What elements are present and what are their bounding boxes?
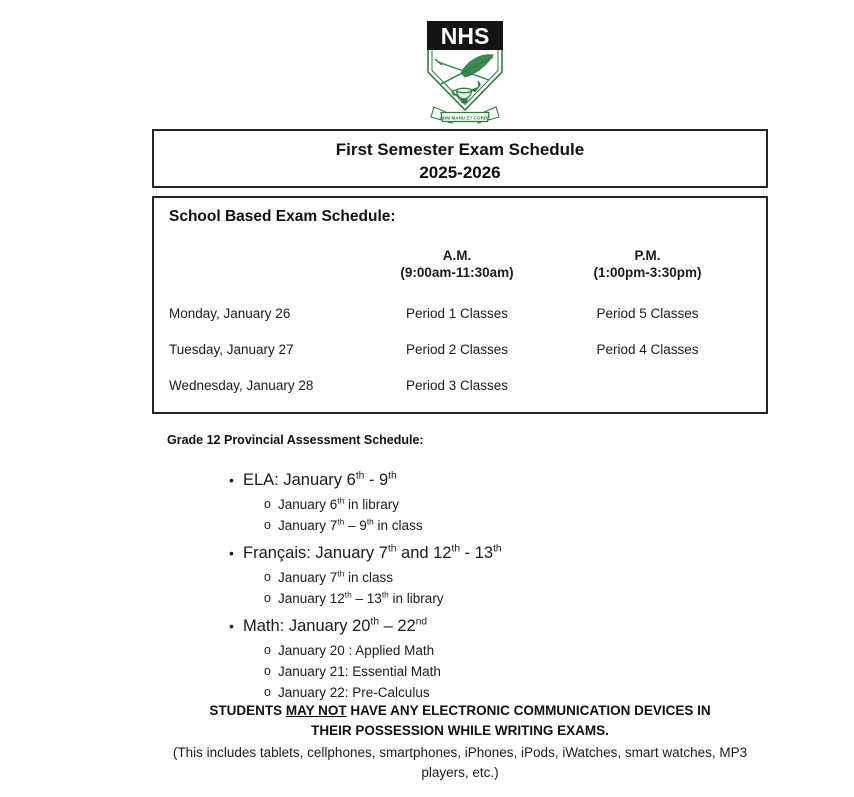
- sub-bullet-text: January 21: Essential Math: [278, 664, 441, 679]
- bullet-sub: [264, 494, 789, 515]
- sub-bullet-marker: o: [264, 643, 271, 657]
- warning-line-2: THEIR POSSESSION WHILE WRITING EXAMS.: [311, 723, 609, 738]
- bullet-marker: •: [229, 618, 234, 634]
- sub-bullet-marker: o: [264, 591, 271, 605]
- pm-label: P.M.: [634, 248, 661, 263]
- row-day: Wednesday, January 28: [169, 378, 314, 393]
- warning-line-1: STUDENTS MAY NOT HAVE ANY ELECTRONIC COMMUNICATION DEVICES IN: [209, 703, 711, 718]
- row-day: Monday, January 26: [169, 306, 291, 321]
- school-year: 2025-2026: [419, 163, 501, 182]
- bullet-sub: [264, 640, 789, 661]
- provincial-schedule-heading: Grade 12 Provincial Assessment Schedule:: [167, 433, 424, 447]
- bullet-text: Math: January 20th – 22nd: [243, 616, 428, 635]
- bullet-text: Français: January 7th and 12th - 13th: [243, 543, 502, 562]
- crest-initials: NHS: [440, 23, 490, 49]
- list-item-ela: [229, 467, 789, 536]
- sub-bullet-marker: o: [264, 570, 271, 584]
- bullet-text: ELA: January 6th - 9th: [243, 470, 397, 489]
- school-schedule-heading: School Based Exam Schedule:: [169, 208, 396, 225]
- table-row: [169, 305, 740, 322]
- school-crest-logo: [421, 20, 509, 124]
- table-row: [169, 377, 740, 394]
- crest-motto: CUM MANU ET CORDE: [439, 115, 491, 121]
- devices-warning: [60, 701, 854, 783]
- table-row: [169, 341, 740, 358]
- bullet-main: [229, 467, 789, 494]
- bullet-sub: [264, 515, 789, 536]
- list-item-math: [229, 613, 789, 703]
- bullet-sub: [264, 588, 789, 609]
- pm-time-range: (1:00pm-3:30pm): [593, 265, 702, 280]
- sub-bullet-text: January 7th in class: [278, 568, 394, 585]
- row-am-exam: Period 1 Classes: [405, 306, 509, 321]
- bullet-sub: [264, 567, 789, 588]
- sub-bullet-text: January 20 : Applied Math: [278, 643, 435, 658]
- row-pm-exam: [555, 377, 740, 394]
- warning-note: [60, 743, 854, 783]
- schedule-column-headers: [169, 247, 740, 281]
- document-title: First Semester Exam Schedule: [335, 140, 585, 159]
- row-pm-exam: Period 4 Classes: [596, 342, 699, 357]
- am-time-range: (9:00am-11:30am): [400, 265, 514, 280]
- am-column-header: [359, 247, 555, 281]
- sub-bullet-marker: o: [264, 518, 271, 532]
- bullet-marker: •: [229, 472, 234, 488]
- sub-bullet-marker: o: [264, 685, 271, 699]
- bullet-marker: •: [229, 545, 234, 561]
- bullet-sub: [264, 682, 789, 703]
- bullet-main: [229, 613, 789, 640]
- row-day: Tuesday, January 27: [169, 342, 294, 357]
- list-item-francais: [229, 540, 789, 609]
- sub-bullet-text: January 6th in library: [278, 495, 400, 512]
- warning-note-line-2: players, etc.): [421, 765, 499, 780]
- row-am-exam: Period 2 Classes: [405, 342, 509, 357]
- am-label: A.M.: [442, 248, 472, 263]
- bullet-main: [229, 540, 789, 567]
- sub-bullet-text: January 22: Pre-Calculus: [278, 685, 430, 700]
- sub-bullet-marker: o: [264, 664, 271, 678]
- row-pm-exam: Period 5 Classes: [596, 306, 699, 321]
- title-box: [152, 129, 768, 188]
- school-schedule-box: [152, 196, 768, 414]
- day-column-spacer: [169, 247, 359, 281]
- warning-note-line-1: (This includes tablets, cellphones, smartphones, iPhones, iPods, iWatches, smart watches, MP3: [172, 745, 748, 760]
- provincial-schedule-list: [229, 467, 789, 703]
- sub-bullet-text: January 12th – 13th in library: [278, 589, 444, 606]
- bullet-sub: [264, 661, 789, 682]
- row-am-exam: Period 3 Classes: [405, 378, 509, 393]
- sub-bullet-text: January 7th – 9th in class: [278, 516, 423, 533]
- sub-bullet-marker: o: [264, 497, 271, 511]
- pm-column-header: [555, 247, 740, 281]
